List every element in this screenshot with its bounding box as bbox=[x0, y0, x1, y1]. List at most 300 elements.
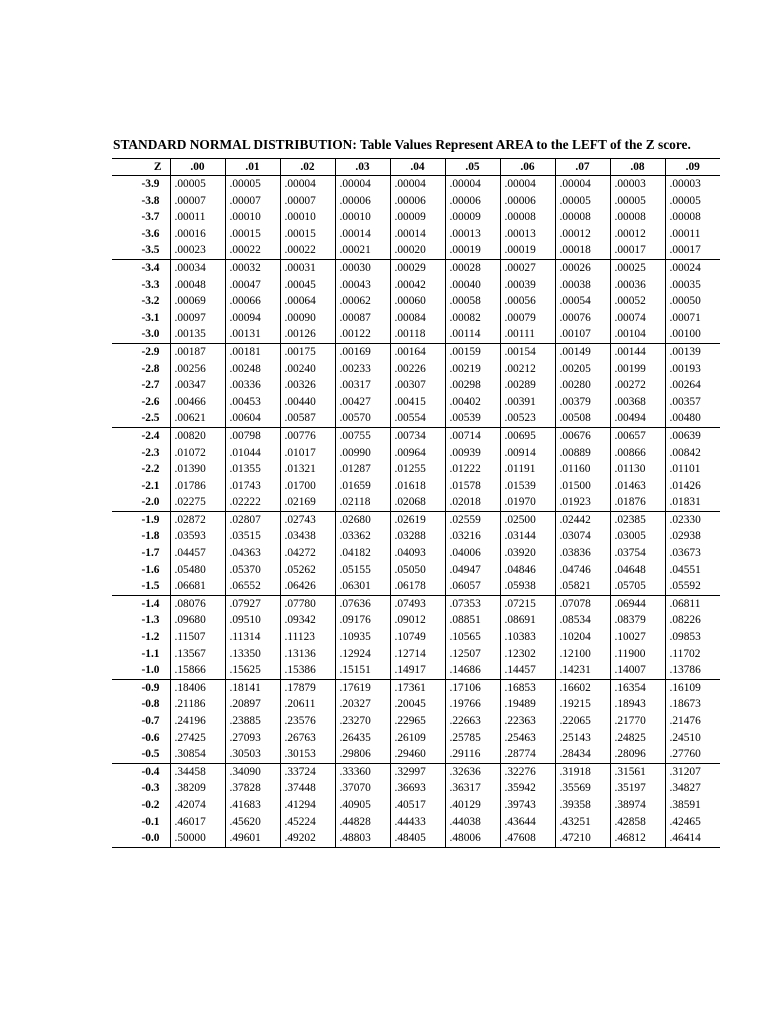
area-cell: .00440 bbox=[280, 394, 335, 411]
table-row bbox=[112, 746, 720, 763]
area-cell: .00020 bbox=[390, 242, 445, 259]
area-cell: .00193 bbox=[665, 361, 720, 378]
area-cell: .25785 bbox=[445, 730, 500, 747]
area-cell: .00007 bbox=[225, 193, 280, 210]
area-cell: .00050 bbox=[665, 293, 720, 310]
area-cell: .04006 bbox=[445, 545, 500, 562]
area-cell: .30503 bbox=[225, 746, 280, 763]
area-cell: .10204 bbox=[555, 629, 610, 646]
area-cell: .41683 bbox=[225, 797, 280, 814]
area-cell: .00264 bbox=[665, 377, 720, 394]
z-score-cell: -2.8 bbox=[141, 362, 160, 375]
area-cell: .00045 bbox=[280, 277, 335, 294]
area-cell: .00006 bbox=[335, 193, 390, 210]
area-cell: .45224 bbox=[280, 814, 335, 831]
area-cell: .49202 bbox=[280, 830, 335, 847]
area-cell: .00508 bbox=[555, 410, 610, 427]
table-row bbox=[112, 646, 720, 663]
area-cell: .00139 bbox=[665, 343, 720, 360]
area-cell: .27425 bbox=[170, 730, 225, 747]
area-cell: .35942 bbox=[500, 780, 555, 797]
area-cell: .04457 bbox=[170, 545, 225, 562]
area-cell: .00084 bbox=[390, 310, 445, 327]
area-cell: .37828 bbox=[225, 780, 280, 797]
area-cell: .26763 bbox=[280, 730, 335, 747]
area-cell: .00100 bbox=[665, 326, 720, 343]
area-cell: .35197 bbox=[610, 780, 665, 797]
area-cell: .42465 bbox=[665, 814, 720, 831]
area-cell: .02872 bbox=[170, 511, 225, 528]
column-header: .04 bbox=[390, 159, 445, 176]
area-cell: .00010 bbox=[335, 209, 390, 226]
area-cell: .05155 bbox=[335, 562, 390, 579]
area-cell: .00144 bbox=[610, 343, 665, 360]
area-cell: .38209 bbox=[170, 780, 225, 797]
area-cell: .19489 bbox=[500, 696, 555, 713]
area-cell: .09176 bbox=[335, 612, 390, 629]
area-cell: .20045 bbox=[390, 696, 445, 713]
table-row bbox=[112, 814, 720, 831]
area-cell: .00570 bbox=[335, 410, 390, 427]
area-cell: .04846 bbox=[500, 562, 555, 579]
area-cell: .23576 bbox=[280, 713, 335, 730]
area-cell: .00298 bbox=[445, 377, 500, 394]
area-cell: .00480 bbox=[665, 410, 720, 427]
area-cell: .00939 bbox=[445, 445, 500, 462]
table-row bbox=[112, 511, 720, 528]
area-cell: .15386 bbox=[280, 662, 335, 679]
area-cell: .13350 bbox=[225, 646, 280, 663]
area-cell: .00048 bbox=[170, 277, 225, 294]
table-row bbox=[112, 578, 720, 595]
area-cell: .01101 bbox=[665, 461, 720, 478]
area-cell: .11123 bbox=[280, 629, 335, 646]
area-cell: .02068 bbox=[390, 494, 445, 511]
area-cell: .46812 bbox=[610, 830, 665, 847]
z-score-cell: -0.1 bbox=[141, 815, 160, 828]
z-score-cell: -0.7 bbox=[141, 715, 160, 727]
area-cell: .14231 bbox=[555, 662, 610, 679]
area-cell: .19215 bbox=[555, 696, 610, 713]
area-cell: .02275 bbox=[170, 494, 225, 511]
area-cell: .00079 bbox=[500, 310, 555, 327]
area-cell: .02118 bbox=[335, 494, 390, 511]
z-score-cell: -2.4 bbox=[141, 429, 160, 442]
area-cell: .39743 bbox=[500, 797, 555, 814]
area-cell: .00169 bbox=[335, 343, 390, 360]
area-cell: .00122 bbox=[335, 326, 390, 343]
area-cell: .13786 bbox=[665, 662, 720, 679]
column-header: .00 bbox=[170, 159, 225, 176]
area-cell: .00164 bbox=[390, 343, 445, 360]
area-cell: .01618 bbox=[390, 478, 445, 495]
area-cell: .00111 bbox=[500, 326, 555, 343]
area-cell: .47608 bbox=[500, 830, 555, 847]
area-cell: .02222 bbox=[225, 494, 280, 511]
area-cell: .03920 bbox=[500, 545, 555, 562]
area-cell: .00159 bbox=[445, 343, 500, 360]
column-header-z: Z bbox=[112, 159, 170, 176]
area-cell: .00016 bbox=[170, 226, 225, 243]
area-cell: .14686 bbox=[445, 662, 500, 679]
column-header: .03 bbox=[335, 159, 390, 176]
area-cell: .06301 bbox=[335, 578, 390, 595]
area-cell: .04182 bbox=[335, 545, 390, 562]
area-cell: .01017 bbox=[280, 445, 335, 462]
table-row bbox=[112, 277, 720, 294]
area-cell: .00187 bbox=[170, 343, 225, 360]
area-cell: .43644 bbox=[500, 814, 555, 831]
area-cell: .15151 bbox=[335, 662, 390, 679]
area-cell: .00018 bbox=[555, 242, 610, 259]
z-score-cell: -2.7 bbox=[141, 379, 160, 392]
area-cell: .00010 bbox=[280, 209, 335, 226]
area-cell: .00062 bbox=[335, 293, 390, 310]
area-cell: .31207 bbox=[665, 763, 720, 780]
z-score-cell: -3.9 bbox=[141, 178, 160, 190]
area-cell: .04947 bbox=[445, 562, 500, 579]
area-cell: .01255 bbox=[390, 461, 445, 478]
area-cell: .46414 bbox=[665, 830, 720, 847]
area-cell: .01659 bbox=[335, 478, 390, 495]
area-cell: .00017 bbox=[665, 242, 720, 259]
area-cell: .00272 bbox=[610, 377, 665, 394]
area-cell: .01500 bbox=[555, 478, 610, 495]
z-score-cell: -3.6 bbox=[141, 227, 160, 240]
area-cell: .49601 bbox=[225, 830, 280, 847]
area-cell: .30854 bbox=[170, 746, 225, 763]
area-cell: .44828 bbox=[335, 814, 390, 831]
z-score-cell: -1.3 bbox=[141, 614, 160, 627]
area-cell: .14007 bbox=[610, 662, 665, 679]
area-cell: .07078 bbox=[555, 595, 610, 612]
area-cell: .26109 bbox=[390, 730, 445, 747]
area-cell: .00032 bbox=[225, 259, 280, 276]
area-cell: .00357 bbox=[665, 394, 720, 411]
area-cell: .04746 bbox=[555, 562, 610, 579]
area-cell: .01355 bbox=[225, 461, 280, 478]
area-cell: .08379 bbox=[610, 612, 665, 629]
area-cell: .00024 bbox=[665, 259, 720, 276]
area-cell: .00004 bbox=[390, 176, 445, 193]
area-cell: .00657 bbox=[610, 427, 665, 444]
area-cell: .16602 bbox=[555, 679, 610, 696]
area-cell: .00017 bbox=[610, 242, 665, 259]
area-cell: .30153 bbox=[280, 746, 335, 763]
area-cell: .00012 bbox=[610, 226, 665, 243]
area-cell: .00776 bbox=[280, 427, 335, 444]
area-cell: .32997 bbox=[390, 763, 445, 780]
area-cell: .00008 bbox=[610, 209, 665, 226]
area-cell: .40129 bbox=[445, 797, 500, 814]
area-cell: .00240 bbox=[280, 361, 335, 378]
table-header-row bbox=[112, 159, 720, 176]
area-cell: .22965 bbox=[390, 713, 445, 730]
area-cell: .11900 bbox=[610, 646, 665, 663]
z-score-cell: -1.5 bbox=[112, 578, 170, 595]
area-cell: .00307 bbox=[390, 377, 445, 394]
area-cell: .02169 bbox=[280, 494, 335, 511]
z-score-cell: -1.1 bbox=[141, 647, 160, 660]
area-cell: .01876 bbox=[610, 494, 665, 511]
area-cell: .00219 bbox=[445, 361, 500, 378]
table-row bbox=[112, 730, 720, 747]
table-row bbox=[112, 713, 720, 730]
area-cell: .00820 bbox=[170, 427, 225, 444]
area-cell: .07215 bbox=[500, 595, 555, 612]
area-cell: .00914 bbox=[500, 445, 555, 462]
area-cell: .00006 bbox=[500, 193, 555, 210]
area-cell: .00415 bbox=[390, 394, 445, 411]
area-cell: .17106 bbox=[445, 679, 500, 696]
z-score-cell: -3.4 bbox=[141, 261, 160, 274]
area-cell: .37070 bbox=[335, 780, 390, 797]
area-cell: .01191 bbox=[500, 461, 555, 478]
z-score-cell: -2.6 bbox=[141, 395, 160, 408]
area-cell: .21770 bbox=[610, 713, 665, 730]
area-cell: .00027 bbox=[500, 259, 555, 276]
area-cell: .09680 bbox=[170, 612, 225, 629]
area-cell: .02807 bbox=[225, 511, 280, 528]
area-cell: .37448 bbox=[280, 780, 335, 797]
z-score-cell: -3.2 bbox=[141, 295, 160, 308]
area-cell: .42074 bbox=[170, 797, 225, 814]
area-cell: .00004 bbox=[555, 176, 610, 193]
area-cell: .00326 bbox=[280, 377, 335, 394]
z-score-cell: -1.0 bbox=[112, 662, 170, 679]
area-cell: .11702 bbox=[665, 646, 720, 663]
area-cell: .25463 bbox=[500, 730, 555, 747]
area-cell: .13136 bbox=[280, 646, 335, 663]
area-cell: .02619 bbox=[390, 511, 445, 528]
area-cell: .00066 bbox=[225, 293, 280, 310]
area-cell: .00003 bbox=[665, 176, 720, 193]
column-header: .09 bbox=[665, 159, 720, 176]
area-cell: .00226 bbox=[390, 361, 445, 378]
area-cell: .38591 bbox=[665, 797, 720, 814]
area-cell: .36317 bbox=[445, 780, 500, 797]
area-cell: .01426 bbox=[665, 478, 720, 495]
z-score-cell: -0.6 bbox=[141, 731, 160, 744]
table-row bbox=[112, 545, 720, 562]
area-cell: .09510 bbox=[225, 612, 280, 629]
area-cell: .01287 bbox=[335, 461, 390, 478]
area-cell: .00011 bbox=[665, 226, 720, 243]
area-cell: .00004 bbox=[445, 176, 500, 193]
area-cell: .33360 bbox=[335, 763, 390, 780]
area-cell: .01831 bbox=[665, 494, 720, 511]
area-cell: .46017 bbox=[170, 814, 225, 831]
area-cell: .32636 bbox=[445, 763, 500, 780]
area-cell: .20327 bbox=[335, 696, 390, 713]
area-cell: .00074 bbox=[610, 310, 665, 327]
table-row bbox=[112, 478, 720, 495]
z-score-cell: -3.5 bbox=[112, 242, 170, 259]
table-row bbox=[112, 176, 720, 193]
area-cell: .00964 bbox=[390, 445, 445, 462]
area-cell: .18141 bbox=[225, 679, 280, 696]
area-cell: .04648 bbox=[610, 562, 665, 579]
area-cell: .00149 bbox=[555, 343, 610, 360]
area-cell: .02938 bbox=[665, 528, 720, 545]
area-cell: .28434 bbox=[555, 746, 610, 763]
area-cell: .05705 bbox=[610, 578, 665, 595]
area-cell: .24825 bbox=[610, 730, 665, 747]
area-cell: .00494 bbox=[610, 410, 665, 427]
area-cell: .00014 bbox=[335, 226, 390, 243]
area-cell: .09853 bbox=[665, 629, 720, 646]
z-score-cell: -2.2 bbox=[141, 463, 160, 476]
area-cell: .00280 bbox=[555, 377, 610, 394]
table-row bbox=[112, 445, 720, 462]
area-cell: .00006 bbox=[390, 193, 445, 210]
area-cell: .01222 bbox=[445, 461, 500, 478]
area-cell: .09342 bbox=[280, 612, 335, 629]
area-cell: .08226 bbox=[665, 612, 720, 629]
area-cell: .00030 bbox=[335, 259, 390, 276]
area-cell: .41294 bbox=[280, 797, 335, 814]
area-cell: .00052 bbox=[610, 293, 665, 310]
area-cell: .00005 bbox=[665, 193, 720, 210]
area-cell: .11507 bbox=[170, 629, 225, 646]
area-cell: .31918 bbox=[555, 763, 610, 780]
area-cell: .18673 bbox=[665, 696, 720, 713]
table-row bbox=[112, 242, 720, 259]
area-cell: .00004 bbox=[335, 176, 390, 193]
area-cell: .00233 bbox=[335, 361, 390, 378]
area-cell: .01578 bbox=[445, 478, 500, 495]
area-cell: .00317 bbox=[335, 377, 390, 394]
page-title: STANDARD NORMAL DISTRIBUTION: Table Values Represent AREA to the LEFT of the Z score. bbox=[113, 137, 691, 152]
z-score-cell: -0.2 bbox=[141, 798, 160, 811]
table-row bbox=[112, 193, 720, 210]
area-cell: .00114 bbox=[445, 326, 500, 343]
area-cell: .07353 bbox=[445, 595, 500, 612]
z-score-cell: -1.6 bbox=[141, 563, 160, 576]
z-score-cell: -2.0 bbox=[112, 494, 170, 511]
area-cell: .12507 bbox=[445, 646, 500, 663]
z-score-cell: -0.4 bbox=[141, 765, 160, 778]
area-cell: .16354 bbox=[610, 679, 665, 696]
area-cell: .10935 bbox=[335, 629, 390, 646]
column-header: .05 bbox=[445, 159, 500, 176]
area-cell: .00453 bbox=[225, 394, 280, 411]
z-score-cell: -0.5 bbox=[112, 746, 170, 763]
area-cell: .22663 bbox=[445, 713, 500, 730]
table-row bbox=[112, 343, 720, 360]
area-cell: .00076 bbox=[555, 310, 610, 327]
area-cell: .00539 bbox=[445, 410, 500, 427]
area-cell: .06681 bbox=[170, 578, 225, 595]
area-cell: .08851 bbox=[445, 612, 500, 629]
area-cell: .01321 bbox=[280, 461, 335, 478]
table-row bbox=[112, 528, 720, 545]
z-score-cell: -1.2 bbox=[141, 631, 160, 644]
area-cell: .03216 bbox=[445, 528, 500, 545]
area-cell: .00054 bbox=[555, 293, 610, 310]
area-cell: .00402 bbox=[445, 394, 500, 411]
z-score-cell: -1.7 bbox=[141, 547, 160, 560]
area-cell: .20611 bbox=[280, 696, 335, 713]
table-row bbox=[112, 259, 720, 276]
area-cell: .00604 bbox=[225, 410, 280, 427]
z-score-cell: -0.0 bbox=[112, 830, 170, 847]
z-score-cell: -3.3 bbox=[141, 278, 160, 291]
area-cell: .28096 bbox=[610, 746, 665, 763]
area-cell: .00126 bbox=[280, 326, 335, 343]
area-cell: .19766 bbox=[445, 696, 500, 713]
area-cell: .07636 bbox=[335, 595, 390, 612]
area-cell: .10565 bbox=[445, 629, 500, 646]
area-cell: .00714 bbox=[445, 427, 500, 444]
area-cell: .05480 bbox=[170, 562, 225, 579]
table-row bbox=[112, 394, 720, 411]
area-cell: .23270 bbox=[335, 713, 390, 730]
column-header: .06 bbox=[500, 159, 555, 176]
z-score-table bbox=[112, 158, 720, 848]
area-cell: .00798 bbox=[225, 427, 280, 444]
area-cell: .00755 bbox=[335, 427, 390, 444]
area-cell: .00734 bbox=[390, 427, 445, 444]
area-cell: .00094 bbox=[225, 310, 280, 327]
area-cell: .45620 bbox=[225, 814, 280, 831]
area-cell: .01970 bbox=[500, 494, 555, 511]
area-cell: .42858 bbox=[610, 814, 665, 831]
area-cell: .00676 bbox=[555, 427, 610, 444]
area-cell: .00019 bbox=[500, 242, 555, 259]
area-cell: .00015 bbox=[225, 226, 280, 243]
table-row bbox=[112, 780, 720, 797]
area-cell: .33724 bbox=[280, 763, 335, 780]
area-cell: .10383 bbox=[500, 629, 555, 646]
area-cell: .00368 bbox=[610, 394, 665, 411]
area-cell: .16853 bbox=[500, 679, 555, 696]
area-cell: .00523 bbox=[500, 410, 555, 427]
area-cell: .21186 bbox=[170, 696, 225, 713]
table-row bbox=[112, 377, 720, 394]
area-cell: .00107 bbox=[555, 326, 610, 343]
area-cell: .03836 bbox=[555, 545, 610, 562]
area-cell: .48405 bbox=[390, 830, 445, 847]
area-cell: .00004 bbox=[280, 176, 335, 193]
area-cell: .18943 bbox=[610, 696, 665, 713]
area-cell: .44433 bbox=[390, 814, 445, 831]
area-cell: .04551 bbox=[665, 562, 720, 579]
area-cell: .05050 bbox=[390, 562, 445, 579]
area-cell: .48803 bbox=[335, 830, 390, 847]
area-cell: .02442 bbox=[555, 511, 610, 528]
z-score-cell: -2.9 bbox=[141, 345, 160, 358]
area-cell: .00025 bbox=[610, 259, 665, 276]
area-cell: .14457 bbox=[500, 662, 555, 679]
area-cell: .00391 bbox=[500, 394, 555, 411]
area-cell: .00013 bbox=[500, 226, 555, 243]
area-cell: .34827 bbox=[665, 780, 720, 797]
area-cell: .03074 bbox=[555, 528, 610, 545]
area-cell: .08076 bbox=[170, 595, 225, 612]
area-cell: .00007 bbox=[170, 193, 225, 210]
area-cell: .02680 bbox=[335, 511, 390, 528]
area-cell: .01923 bbox=[555, 494, 610, 511]
table-row bbox=[112, 763, 720, 780]
area-cell: .00175 bbox=[280, 343, 335, 360]
area-cell: .00639 bbox=[665, 427, 720, 444]
area-cell: .32276 bbox=[500, 763, 555, 780]
area-cell: .15866 bbox=[170, 662, 225, 679]
area-cell: .00005 bbox=[170, 176, 225, 193]
area-cell: .00069 bbox=[170, 293, 225, 310]
table-row bbox=[112, 612, 720, 629]
